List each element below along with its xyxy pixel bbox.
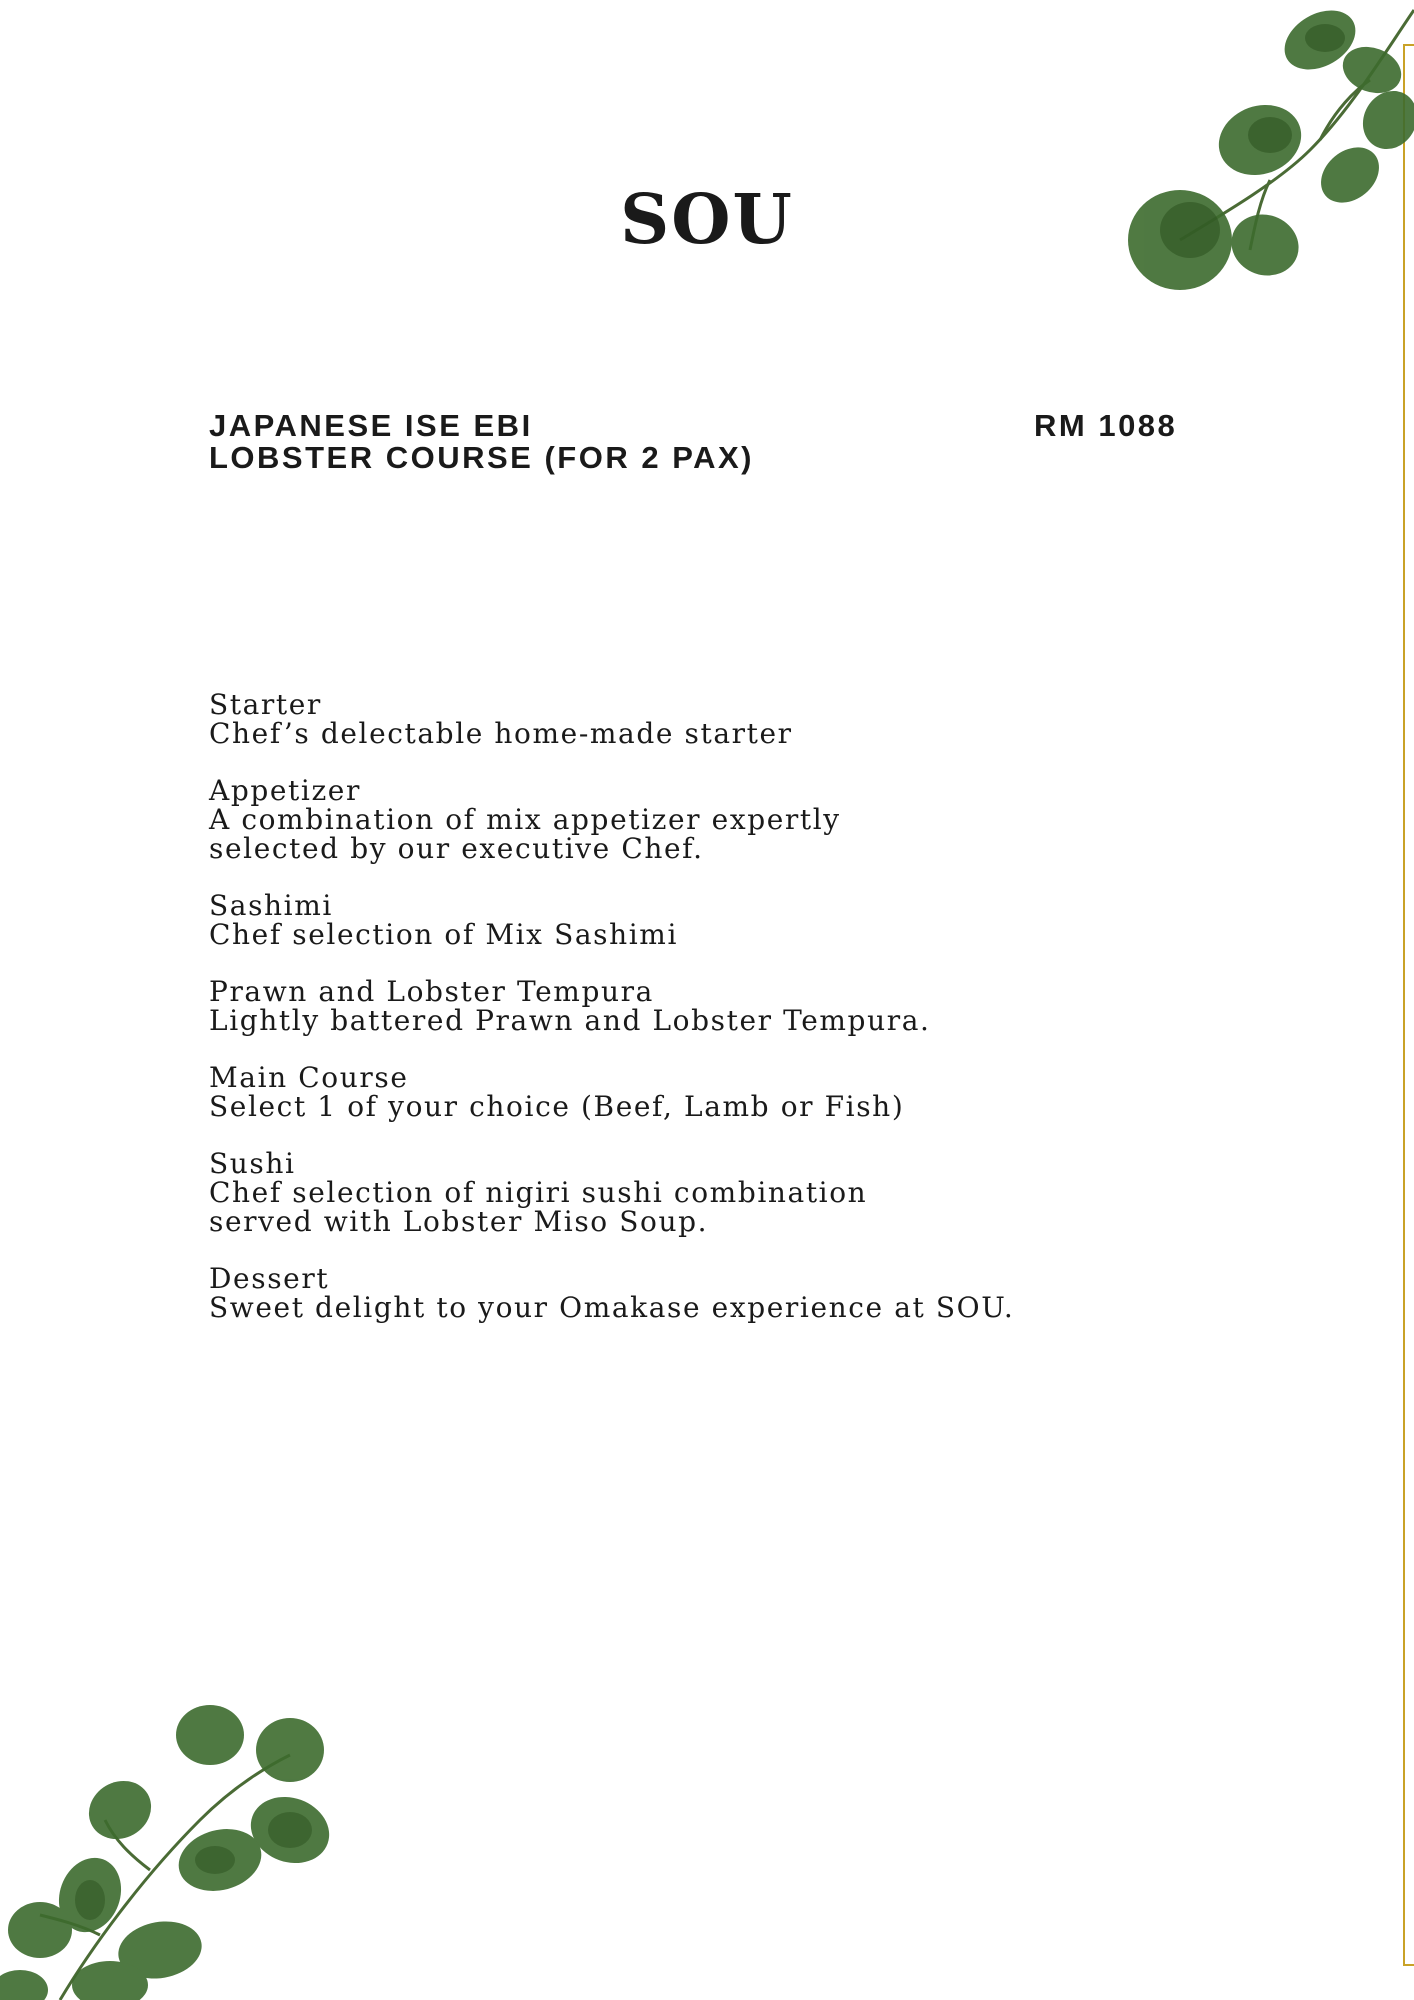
menu-list <box>209 690 1209 1350</box>
course-name-line-1: JAPANESE ISE EBI <box>209 408 533 443</box>
menu-section-heading: Dessert <box>209 1262 330 1295</box>
course-name-line-2: LOBSTER COURSE (FOR 2 PAX) <box>209 440 754 475</box>
restaurant-title: SOU <box>620 180 794 260</box>
menu-section-description: Lightly battered Prawn and Lobster Tempura. <box>209 1004 931 1037</box>
menu-section-sushi <box>209 1149 1209 1236</box>
menu-section-sashimi <box>209 891 1209 949</box>
menu-section-starter <box>209 690 1209 748</box>
course-price: RM 1088 <box>1034 408 1178 443</box>
menu-section-main-course <box>209 1063 1209 1121</box>
gold-border-corner-bottom <box>1403 1964 1414 1966</box>
menu-section-description: A combination of mix appetizer expertly <box>209 803 841 836</box>
menu-section-heading: Prawn and Lobster Tempura <box>209 975 654 1008</box>
menu-section-appetizer <box>209 776 1209 863</box>
menu-section-description: Sweet delight to your Omakase experience at SOU. <box>209 1291 1015 1324</box>
menu-section-dessert <box>209 1264 1209 1322</box>
menu-section-description: served with Lobster Miso Soup. <box>209 1205 709 1238</box>
menu-section-description: Chef’s delectable home-made starter <box>209 717 793 750</box>
menu-section-heading: Main Course <box>209 1061 409 1094</box>
menu-section-heading: Sushi <box>209 1147 296 1180</box>
menu-section-description: selected by our executive Chef. <box>209 832 704 865</box>
gold-border-line <box>1403 44 1405 1966</box>
menu-section-heading: Appetizer <box>209 774 361 807</box>
menu-section-description: Chef selection of Mix Sashimi <box>209 918 679 951</box>
menu-section-heading: Starter <box>209 688 322 721</box>
menu-section-description: Chef selection of nigiri sushi combination <box>209 1176 868 1209</box>
course-name <box>209 410 754 474</box>
menu-section-tempura <box>209 977 1209 1035</box>
menu-section-description: Select 1 of your choice (Beef, Lamb or Fish) <box>209 1090 905 1123</box>
eucalyptus-leaves-icon <box>1120 0 1414 300</box>
eucalyptus-leaves-icon <box>0 1700 350 2000</box>
menu-section-heading: Sashimi <box>209 889 333 922</box>
